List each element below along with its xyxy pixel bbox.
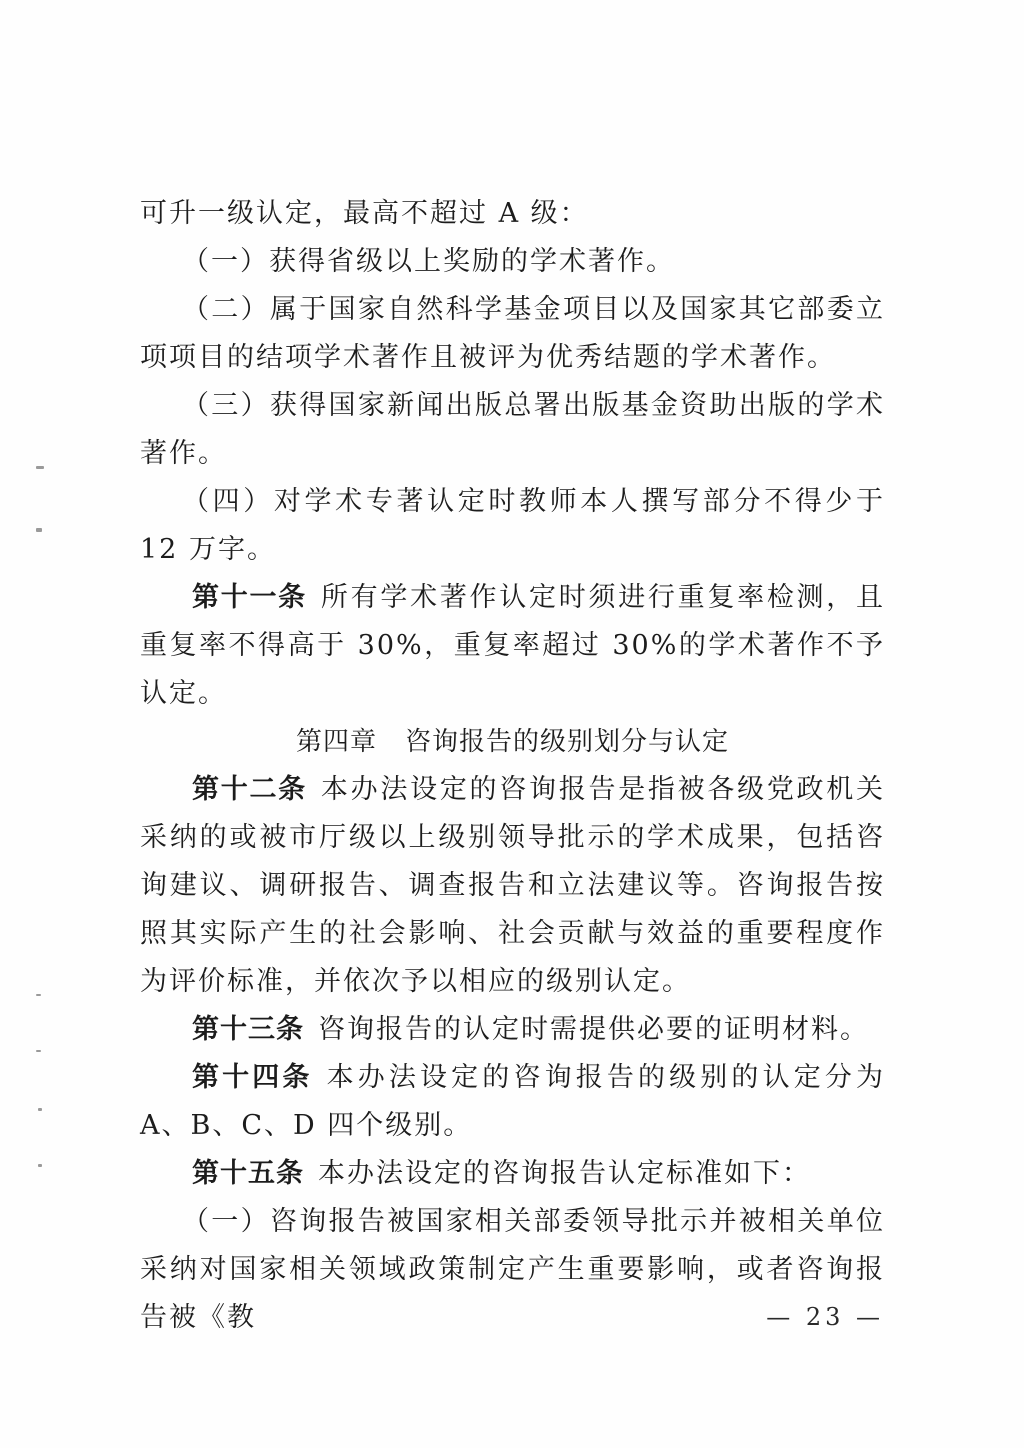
list-item-3 [140,382,885,478]
scan-speck [38,1108,42,1111]
article-label: 第十一条 [192,582,307,613]
list-item-2 [140,286,885,382]
article-label: 第十五条 [192,1158,304,1189]
article-text: 本办法设定的咨询报告是指被各级党政机关采纳的或被市厅级以上级别领导批示的学术成果，包括咨询建议、调研报告、调查报告和立法建议等。咨询报告按照其实际产生的社会影响、社会贡献与效益的重要程度作为评价标准，并依次予以相应的级别认定。 [140,774,886,997]
page-number: — 23 — [766,1303,884,1331]
article-14 [140,1054,885,1150]
chapter-heading [140,718,885,766]
list-item-4 [140,478,885,574]
chapter-number: 第四章 [295,727,377,757]
document-body [140,190,885,1342]
paragraph-continuation [140,190,885,238]
paragraph-text: （二）属于国家自然科学基金项目以及国家其它部委立项项目的结项学术著作且被评为优秀结题的学术著作。 [140,294,885,373]
article-text: 咨询报告的认定时需提供必要的证明材料。 [318,1014,869,1045]
paragraph-text: （三）获得国家新闻出版总署出版基金资助出版的学术著作。 [140,390,885,469]
article-text: 所有学术著作认定时须进行重复率检测，且重复率不得高于 30%，重复率超过 30%的学术著作不予认定。 [140,582,886,709]
article-15 [140,1150,885,1198]
paragraph-text: 可升一级认定，最高不超过 A 级： [140,198,589,229]
article-text: 本办法设定的咨询报告认定标准如下： [318,1158,811,1189]
article-label: 第十三条 [192,1014,304,1045]
article-12 [140,766,885,1006]
chapter-title: 咨询报告的级别划分与认定 [405,727,730,757]
article-13 [140,1006,885,1054]
article-11 [140,574,885,718]
paragraph-text: （一）咨询报告被国家相关部委领导批示并被相关单位采纳对国家相关领域政策制定产生重要影响，或者咨询报告被《教 [140,1206,885,1333]
article-label: 第十二条 [192,774,307,805]
list-item-1 [140,238,885,286]
paragraph-text: （四）对学术专著认定时教师本人撰写部分不得少于 12 万字。 [140,486,885,565]
scan-speck [38,1164,42,1167]
scan-speck [36,994,41,996]
paragraph-text: （一）获得省级以上奖励的学术著作。 [182,246,675,277]
scan-speck [36,466,44,469]
scan-speck [36,1050,41,1052]
article-text: 本办法设定的咨询报告的级别的认定分为 A、B、C、D 四个级别。 [140,1062,886,1141]
scan-speck [36,528,42,532]
article-label: 第十四条 [192,1062,313,1093]
